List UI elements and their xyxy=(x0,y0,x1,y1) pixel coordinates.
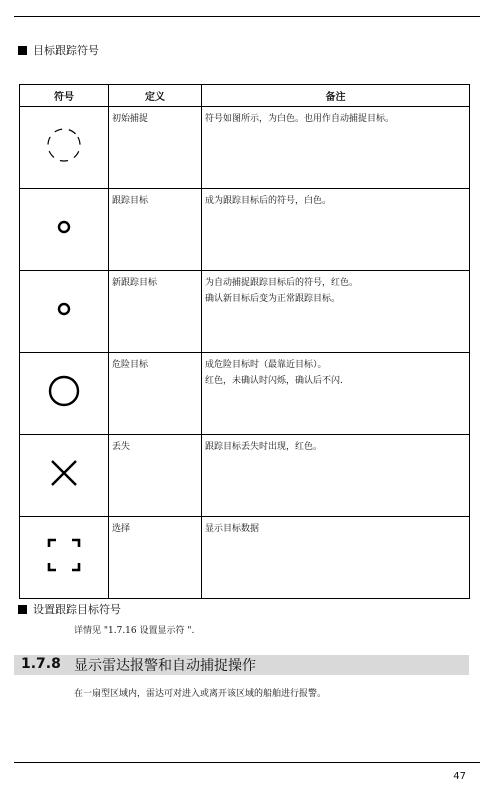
header-notes: 备注 xyxy=(202,85,470,107)
definition-cell: 丢失 xyxy=(109,435,202,517)
square-bullet-icon xyxy=(18,605,27,614)
select-bracket-icon xyxy=(46,537,82,573)
large-circle-icon xyxy=(44,371,84,411)
dashed-circle-icon xyxy=(44,125,84,165)
symbol-cell xyxy=(20,189,109,271)
notes-cell: 显示目标数据 xyxy=(202,517,470,599)
settings-detail: 详情见 "1.7.16 设置显示符 ". xyxy=(74,626,195,636)
cross-icon xyxy=(48,457,80,489)
table-row xyxy=(20,435,470,517)
settings-heading: 设置跟踪目标符号 xyxy=(18,603,121,617)
definition-cell: 新跟踪目标 xyxy=(109,271,202,353)
section-title: 显示雷达报警和自动捕捉操作 xyxy=(74,658,256,674)
definition-cell: 危险目标 xyxy=(109,353,202,435)
table-row xyxy=(20,271,470,353)
table-row xyxy=(20,353,470,435)
top-rule xyxy=(14,16,480,17)
small-circle-icon xyxy=(54,299,74,319)
definition-cell: 初始捕捉 xyxy=(109,107,202,189)
table-row xyxy=(20,107,470,189)
table-header-row xyxy=(20,85,470,107)
notes-cell: 成危险目标时（最靠近目标）。 红色，未确认时闪烁，确认后不闪. xyxy=(202,353,470,435)
notes-cell: 符号如图所示，为白色。也用作自动捕捉目标。 xyxy=(202,107,470,189)
header-symbol: 符号 xyxy=(20,85,109,107)
symbol-cell xyxy=(20,517,109,599)
table-row xyxy=(20,189,470,271)
definition-cell: 跟踪目标 xyxy=(109,189,202,271)
notes-cell: 成为跟踪目标后的符号，白色。 xyxy=(202,189,470,271)
definition-cell: 选择 xyxy=(109,517,202,599)
bottom-rule xyxy=(14,762,480,763)
symbol-cell xyxy=(20,353,109,435)
symbol-cell xyxy=(20,435,109,517)
table-row xyxy=(20,517,470,599)
page-number: 47 xyxy=(453,771,466,782)
small-circle-icon xyxy=(54,217,74,237)
header-definition: 定义 xyxy=(109,85,202,107)
symbol-cell xyxy=(20,107,109,189)
notes-cell: 为自动捕捉跟踪目标后的符号，红色。 确认新目标后变为正常跟踪目标。 xyxy=(202,271,470,353)
square-bullet-icon xyxy=(18,46,27,55)
section-number: 1.7.8 xyxy=(21,656,61,672)
symbols-heading: 目标跟踪符号 xyxy=(18,44,99,58)
section-paragraph: 在一扇型区域内，雷达可对进入或离开该区域的船舶进行报警。 xyxy=(74,689,327,699)
symbol-table xyxy=(19,84,470,599)
symbol-cell xyxy=(20,271,109,353)
notes-cell: 跟踪目标丢失时出现，红色。 xyxy=(202,435,470,517)
